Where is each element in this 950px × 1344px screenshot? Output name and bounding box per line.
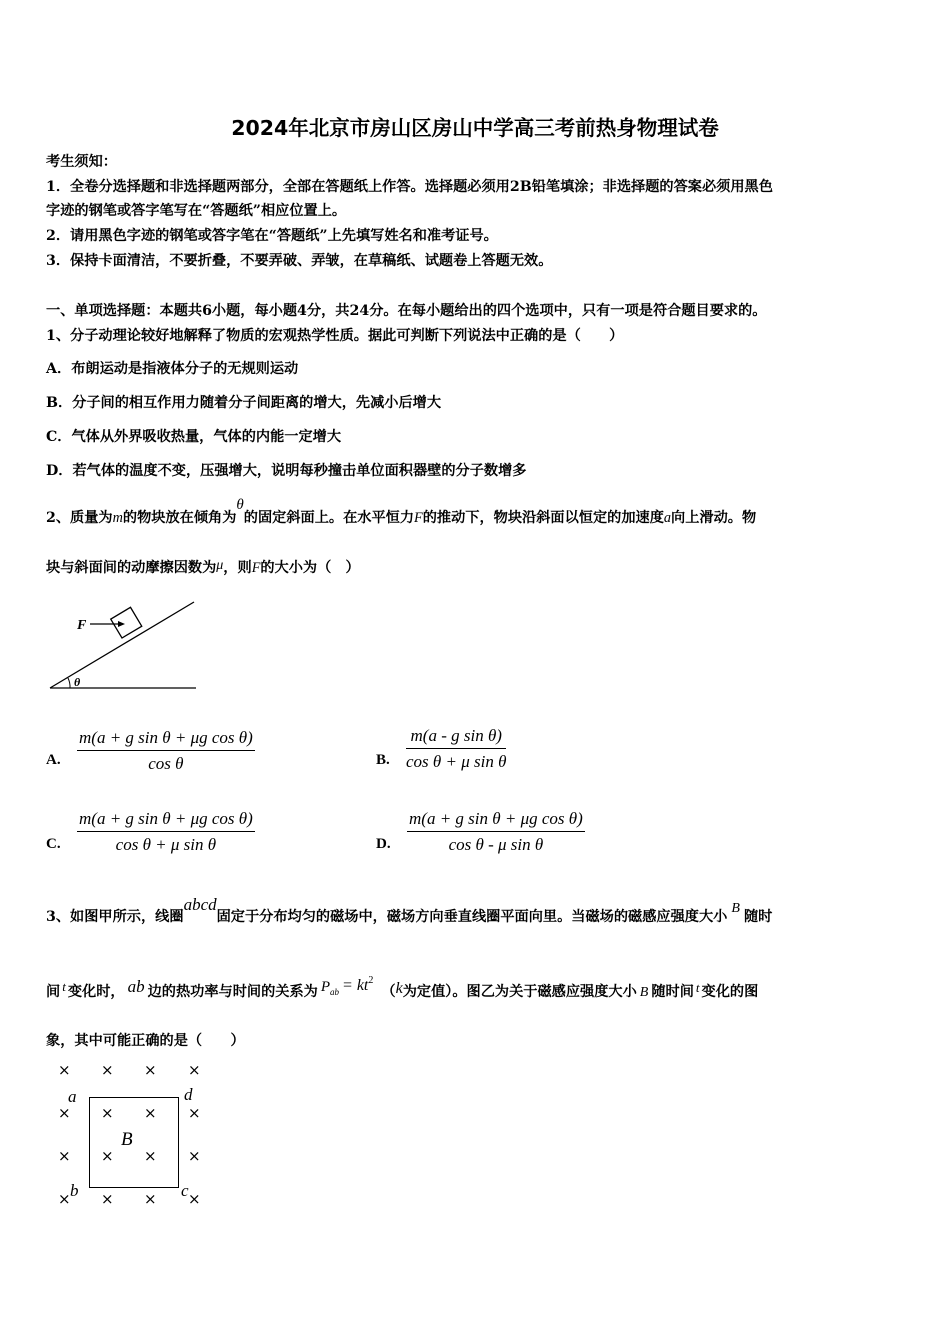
- notice-item: 3．保持卡面清洁，不要折叠，不要弄破、弄皱，在草稿纸、试题卷上答题无效。: [46, 253, 553, 269]
- formula-denominator: cos θ + μ sin θ: [406, 752, 507, 771]
- question-2-stem-line1: 2、质量为m的物块放在倾角为θ的固定斜面上。在水平恒力F的推动下，物块沿斜面以恒定的加速度a向上滑动。物: [46, 497, 757, 526]
- question-1-option-d: D．若气体的温度不变，压强增大，说明每秒撞击单位面积器壁的分子数增多: [46, 463, 527, 479]
- field-cross: ×: [58, 1104, 71, 1122]
- field-cross: ×: [58, 1061, 71, 1079]
- field-cross: ×: [144, 1147, 157, 1165]
- field-cross: ×: [144, 1104, 157, 1122]
- question-2-option-b-label: B.: [376, 752, 390, 768]
- corner-label-d: d: [184, 1085, 193, 1104]
- field-cross: ×: [144, 1190, 157, 1208]
- angle-label: θ: [74, 675, 81, 689]
- notice-item: 2．请用黑色字迹的钢笔或答字笔在“答题纸”上先填写姓名和准考证号。: [46, 228, 498, 244]
- question-2-option-a-label: A.: [46, 752, 61, 768]
- field-cross: ×: [188, 1190, 201, 1208]
- field-cross: ×: [101, 1147, 114, 1165]
- question-1-stem: 1、分子动理论较好地解释了物质的宏观热学性质。据此可判断下列说法中正确的是（ ）: [46, 328, 624, 344]
- question-2-option-c-formula: [77, 809, 255, 855]
- angle-arc: [68, 678, 70, 688]
- question-2-option-d-formula: [407, 809, 585, 855]
- question-3-stem-line3: 象，其中可能正确的是（ ）: [46, 1033, 245, 1049]
- formula-denominator: cos θ - μ sin θ: [448, 835, 544, 854]
- field-cross: ×: [101, 1061, 114, 1079]
- field-cross: ×: [101, 1190, 114, 1208]
- block: [111, 607, 142, 638]
- field-cross: ×: [188, 1104, 201, 1122]
- field-label-b: B: [121, 1129, 133, 1150]
- notice-heading: 考生须知：: [46, 154, 117, 170]
- coil-abcd: [89, 1097, 179, 1188]
- section-heading: 一、单项选择题：本题共6小题，每小题4分，共24分。在每小题给出的四个选项中，只有一项是符合题目要求的。: [46, 303, 767, 319]
- formula-numerator: m(a + g sin θ + μg cos θ): [77, 809, 255, 832]
- force-label: F: [77, 618, 87, 633]
- question-1-option-c: C．气体从外界吸收热量，气体的内能一定增大: [46, 429, 342, 445]
- corner-label-c: c: [181, 1181, 189, 1200]
- incline-figure: [44, 596, 204, 696]
- notice-item: 1．全卷分选择题和非选择题两部分，全部在答题纸上作答。选择题必须用2B铅笔填涂；非选择题的答案必须用黑色: [46, 179, 773, 195]
- field-cross: ×: [144, 1061, 157, 1079]
- question-2-option-b-formula: [406, 726, 506, 772]
- formula-numerator: m(a + g sin θ + μg cos θ): [407, 809, 585, 832]
- corner-label-b: b: [70, 1181, 79, 1200]
- formula-numerator: m(a + g sin θ + μg cos θ): [77, 728, 255, 751]
- question-1-option-b: B．分子间的相互作用力随着分子间距离的增大，先减小后增大: [46, 395, 442, 411]
- question-1-option-a: A．布朗运动是指液体分子的无规则运动: [46, 361, 299, 377]
- field-cross: ×: [188, 1147, 201, 1165]
- formula-numerator: m(a - g sin θ): [406, 726, 506, 749]
- page-title: 2024年北京市房山区房山中学高三考前热身物理试卷: [231, 116, 719, 140]
- question-2-option-d-label: D.: [376, 836, 391, 852]
- question-2-stem-line2: 块与斜面间的动摩擦因数为μ，则F的大小为（ ）: [46, 558, 360, 576]
- field-cross: ×: [58, 1190, 71, 1208]
- field-cross: ×: [58, 1147, 71, 1165]
- question-2-option-c-label: C.: [46, 836, 61, 852]
- field-cross: ×: [101, 1104, 114, 1122]
- formula-denominator: cos θ: [148, 754, 184, 773]
- question-2-option-a-formula: [77, 728, 255, 774]
- question-3-stem-line1: 3、如图甲所示，线圈abcd固定于分布均匀的磁场中，磁场方向垂直线圈平面向里。当磁场的磁感应强度大小B随时: [46, 895, 773, 925]
- corner-label-a: a: [68, 1087, 77, 1106]
- question-3-stem-line2: 间 t 变化时， ab 边的热功率与时间的关系为 Pab = $kt^2(k$为定值）。图乙为关于磁感应强度大小 B 随时间 t 变化的图: [46, 975, 759, 1000]
- formula-denominator: cos θ + μ sin θ: [115, 835, 217, 854]
- coil-figure: [46, 1062, 216, 1222]
- notice-item: 字迹的钢笔或答字笔写在“答题纸”相应位置上。: [46, 203, 347, 219]
- field-cross: ×: [188, 1061, 201, 1079]
